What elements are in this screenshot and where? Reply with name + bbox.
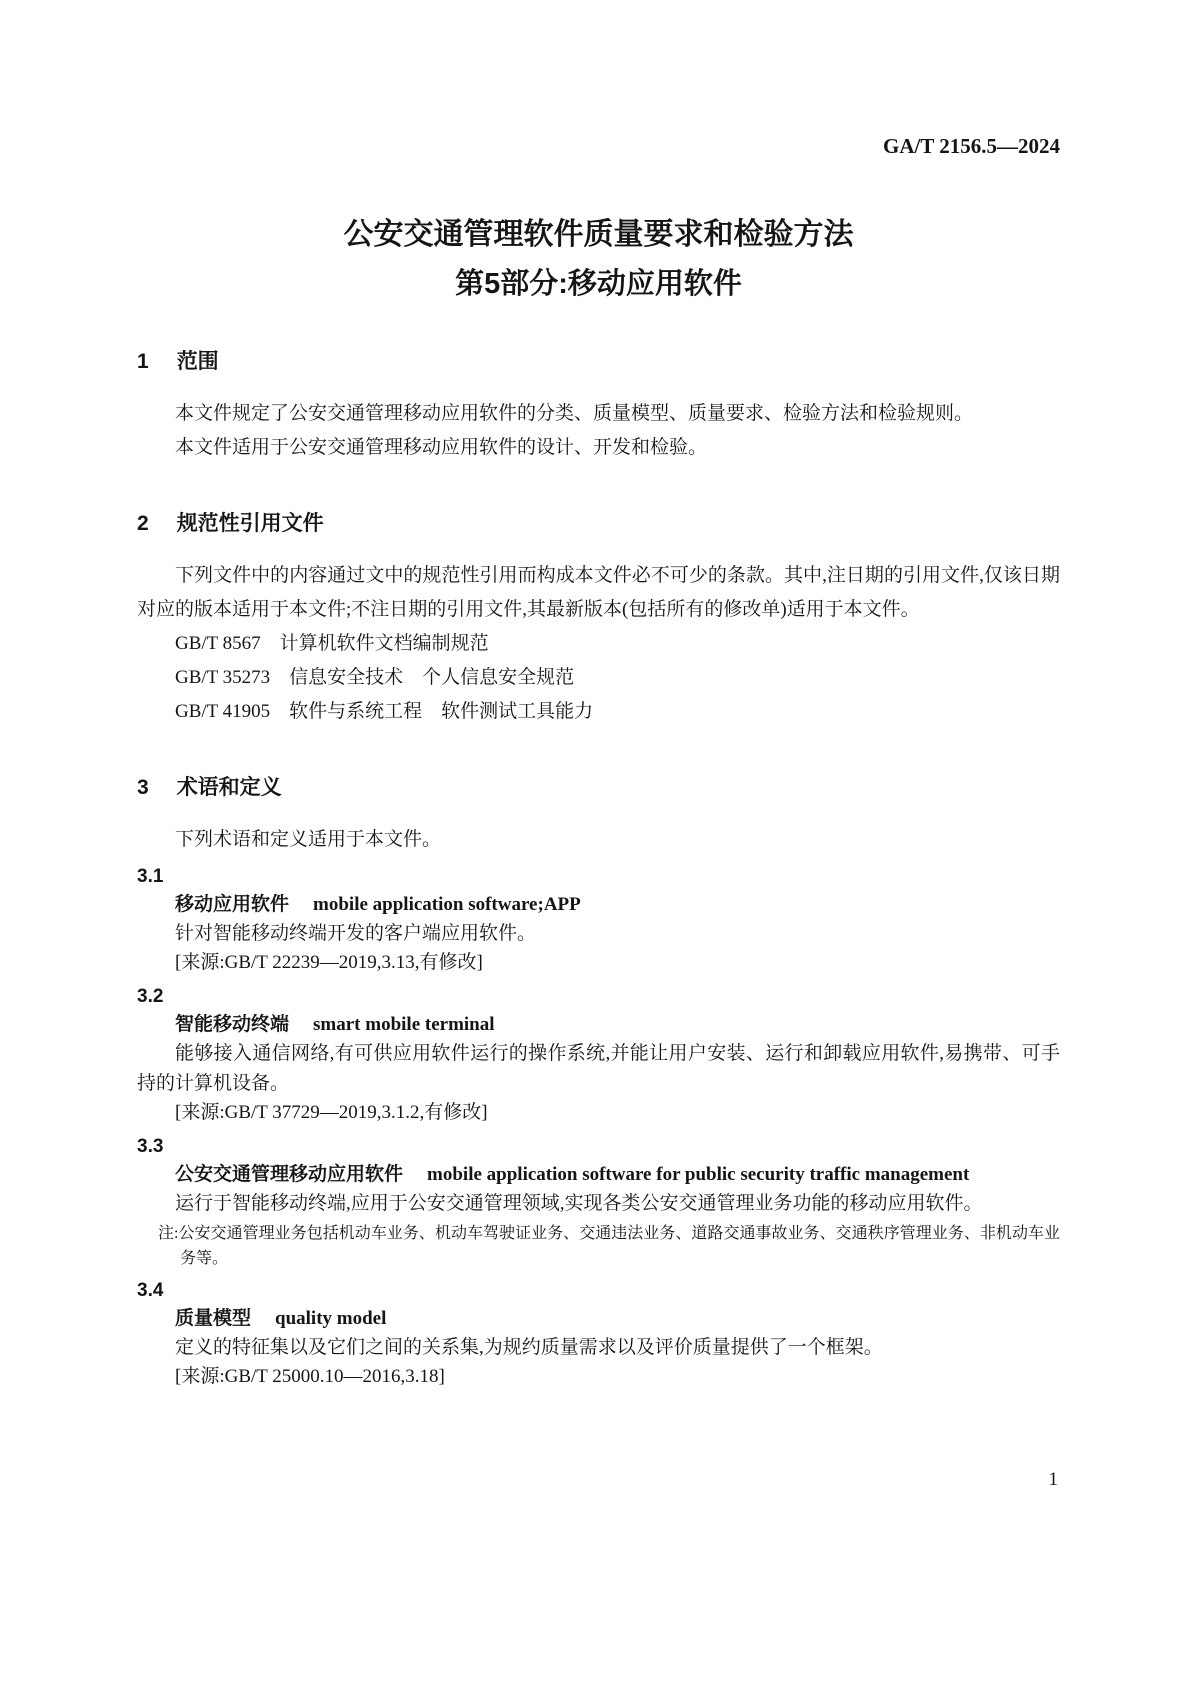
term-source: [来源:GB/T 37729—2019,3.1.2,有修改]: [175, 1102, 488, 1123]
term-number: 3.1: [137, 866, 164, 887]
term-english: mobile application software;APP: [313, 894, 581, 915]
term-definition: 能够接入通信网络,有可供应用软件运行的操作系统,并能让用户安装、运行和卸载应用软件,易携带、可手持的计算机设备。: [137, 1043, 1060, 1094]
section-scope-heading: [137, 347, 1060, 377]
term-line: [175, 1305, 1060, 1333]
term-english: smart mobile terminal: [313, 1014, 495, 1035]
section-title: 范围: [176, 350, 219, 373]
document-title-line1: 公安交通管理软件质量要求和检验方法: [343, 218, 854, 251]
term-chinese: 公安交通管理移动应用软件: [175, 1164, 404, 1185]
section-terms-definitions: [137, 773, 1060, 1391]
term-number: 3.4: [137, 1280, 164, 1301]
document-title-line2: 第5部分:移动应用软件: [455, 268, 742, 300]
term-chinese: 质量模型: [175, 1308, 252, 1329]
reference-item: GB/T 41905 软件与系统工程 软件测试工具能力: [175, 701, 594, 722]
document-title: [137, 215, 1060, 303]
section-terms-heading: [137, 773, 1060, 803]
term-note: 注:公安交通管理业务包括机动车业务、机动车驾驶证业务、交通违法业务、道路交通事故业务、交通秩序管理业务、非机动车业务等。: [158, 1225, 1060, 1267]
term-definition: 运行于智能移动终端,应用于公安交通管理领域,实现各类公安交通管理业务功能的移动应用软件。: [175, 1193, 983, 1214]
paragraph: 下列文件中的内容通过文中的规范性引用而构成本文件必不可少的条款。其中,注日期的引用文件,仅该日期对应的版本适用于本文件;不注日期的引用文件,其最新版本(包括所有的修改单)适用于本文件。: [137, 565, 1060, 620]
paragraph: 本文件适用于公安交通管理移动应用软件的设计、开发和检验。: [175, 437, 708, 458]
term-english: quality model: [275, 1308, 387, 1329]
term-entry-3-4: [137, 1277, 1060, 1391]
standard-number: GA/T 2156.5—2024: [883, 134, 1060, 158]
term-entry-3-1: [137, 863, 1060, 977]
term-line: [175, 1161, 1060, 1189]
paragraph: 下列术语和定义适用于本文件。: [175, 829, 442, 850]
term-english: mobile application software for public security traffic management: [427, 1164, 970, 1185]
term-chinese: 智能移动终端: [175, 1014, 290, 1035]
section-references-heading: [137, 509, 1060, 539]
paragraph: 本文件规定了公安交通管理移动应用软件的分类、质量模型、质量要求、检验方法和检验规则。: [175, 403, 974, 424]
page-number: 1: [1048, 1469, 1058, 1490]
section-number: 2: [137, 512, 149, 535]
term-definition: 针对智能移动终端开发的客户端应用软件。: [175, 923, 537, 944]
term-definition: 定义的特征集以及它们之间的关系集,为规约质量需求以及评价质量提供了一个框架。: [175, 1337, 883, 1358]
term-line: [175, 891, 1060, 919]
section-normative-references: [137, 509, 1060, 729]
term-entry-3-2: [137, 983, 1060, 1127]
term-entry-3-3: [137, 1133, 1060, 1271]
term-line: [175, 1011, 1060, 1039]
term-source: [来源:GB/T 22239—2019,3.13,有修改]: [175, 952, 483, 973]
reference-item: GB/T 35273 信息安全技术 个人信息安全规范: [175, 667, 575, 688]
reference-item: GB/T 8567 计算机软件文档编制规范: [175, 633, 489, 654]
term-chinese: 移动应用软件: [175, 894, 290, 915]
section-title: 术语和定义: [176, 776, 282, 799]
term-source: [来源:GB/T 25000.10—2016,3.18]: [175, 1366, 445, 1387]
section-number: 1: [137, 350, 149, 373]
term-number: 3.3: [137, 1136, 164, 1157]
section-scope: [137, 347, 1060, 465]
term-number: 3.2: [137, 986, 164, 1007]
section-title: 规范性引用文件: [176, 512, 324, 535]
section-number: 3: [137, 776, 149, 799]
